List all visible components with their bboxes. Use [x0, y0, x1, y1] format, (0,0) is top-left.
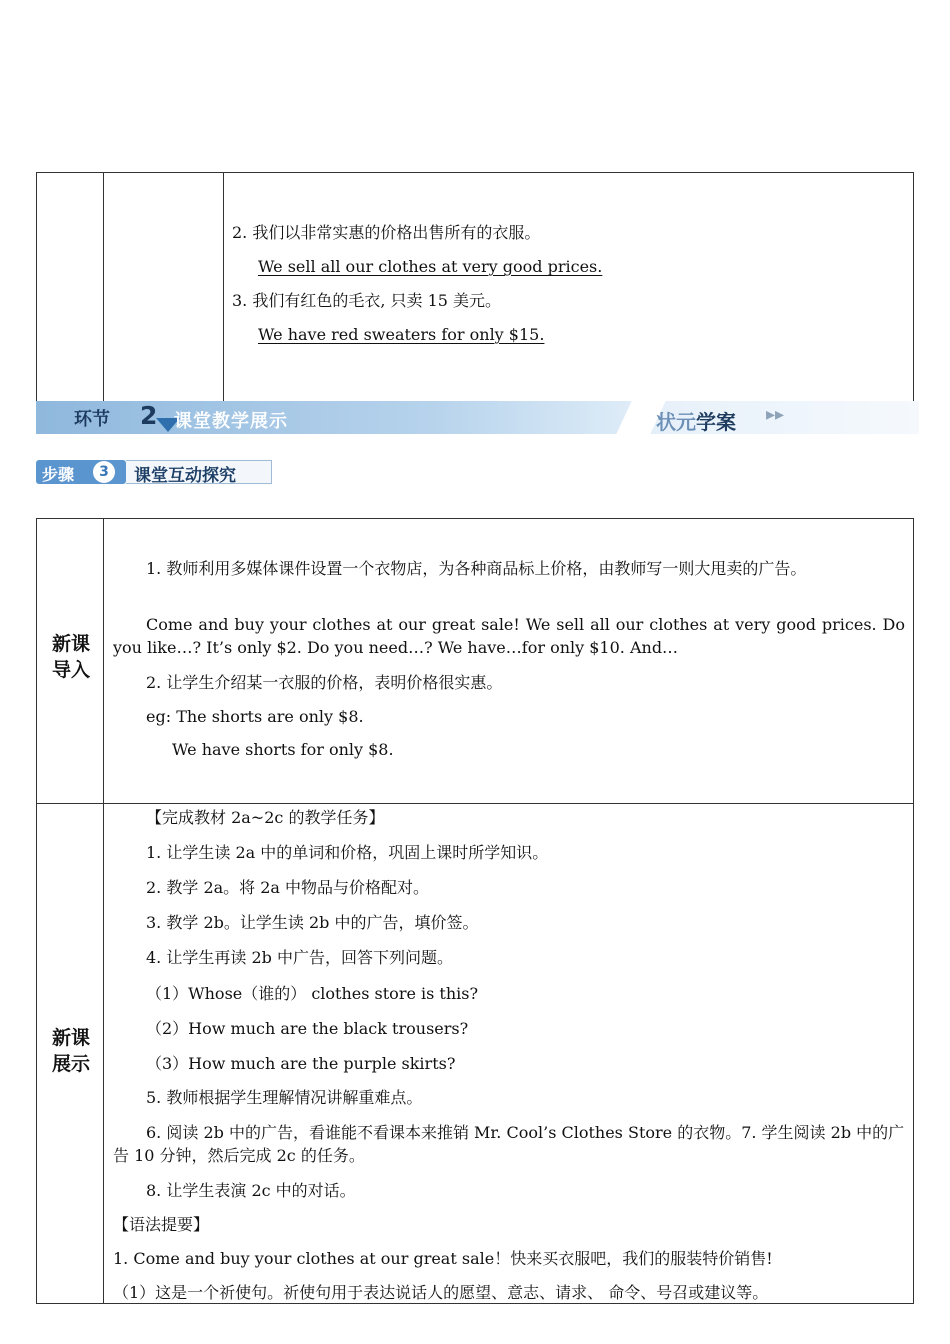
continued-table — [36, 172, 914, 402]
row-label-intro-line2: 导入 — [51, 659, 90, 681]
step-header — [36, 456, 272, 488]
step-title: 课堂互动探究 — [134, 466, 236, 486]
column-divider-2 — [223, 173, 224, 402]
row-label-intro-line1: 新课 — [51, 633, 90, 655]
intro-example-answer: We have shorts for only $8. — [172, 740, 394, 759]
step-item-2: 2. 教学 2a。将 2a 中物品与价格配对。 — [146, 878, 430, 897]
brand-part-a: 状元 — [656, 410, 696, 434]
intro-paragraph-2: Come and buy your clothes at our great sale! We sell all our clothes at very good prices. Do you like…? It’s only $2. Do you need…? We have…for only $10. And… — [113, 615, 905, 657]
row-label-present-line2: 展示 — [51, 1053, 90, 1075]
banner-brand — [656, 406, 736, 435]
grammar-note-1: （1）这是一个祈使句。祈使句用于表达说话人的愿望、意志、请求、 命令、号召或建议等。 — [113, 1283, 769, 1302]
step-item-6-7: 6. 阅读 2b 中的广告，看谁能不看课本来推销 Mr. Cool’s Clothes Store 的衣物。7. 学生阅读 2b 中的广告 10 分钟，然后完成 2c 的任务。 — [113, 1123, 905, 1165]
question-2: （2）How much are the black trousers? — [146, 1019, 469, 1038]
exercise-line-3: 3. 我们有红色的毛衣, 只卖 15 美元。 — [232, 291, 502, 310]
step-item-1: 1. 让学生读 2a 中的单词和价格，巩固上课时所学知识。 — [146, 843, 549, 862]
section-banner — [36, 401, 919, 434]
exercise-answer-2: We sell all our clothes at very good prices. — [258, 257, 603, 276]
grammar-item-1: 1. Come and buy your clothes at our great sale！快来买衣服吧，我们的服装特价销售! — [113, 1249, 773, 1268]
label-column-divider — [103, 519, 104, 1303]
question-1: （1）Whose（谁的） clothes store is this? — [146, 984, 479, 1003]
row-label-present — [39, 1025, 103, 1077]
row-label-intro — [39, 631, 103, 683]
step-item-4: 4. 让学生再读 2b 中广告，回答下列问题。 — [146, 948, 453, 967]
lesson-table — [36, 518, 914, 1304]
intro-paragraph-1: 1. 教师利用多媒体课件设置一个衣物店，为各种商品标上价格，由教师写一则大甩卖的广告。 — [146, 559, 807, 578]
brand-part-b: 学案 — [696, 410, 736, 434]
step-item-5: 5. 教师根据学生理解情况讲解重难点。 — [146, 1088, 423, 1107]
banner-title: 课堂教学展示 — [174, 411, 288, 432]
grammar-heading: 【语法提要】 — [113, 1215, 210, 1234]
row-label-present-line1: 新课 — [51, 1027, 90, 1049]
column-divider-1 — [103, 173, 104, 402]
row-divider — [37, 803, 913, 804]
step-number: 3 — [93, 461, 115, 483]
question-3: （3）How much are the purple skirts? — [146, 1054, 456, 1073]
intro-paragraph-3: 2. 让学生介绍某一衣服的价格，表明价格很实惠。 — [146, 673, 503, 692]
step-item-3: 3. 教学 2b。让学生读 2b 中的广告，填价签。 — [146, 913, 479, 932]
double-arrow-icon: ▸▸ — [766, 404, 785, 425]
banner-number: 2 — [140, 401, 158, 430]
exercise-line-2: 2. 我们以非常实惠的价格出售所有的衣服。 — [232, 223, 541, 242]
step-prefix: 步骤 — [42, 465, 75, 484]
exercise-answer-3: We have red sweaters for only $15. — [258, 325, 545, 344]
banner-prefix: 环节 — [74, 409, 110, 430]
step-item-8: 8. 让学生表演 2c 中的对话。 — [146, 1181, 356, 1200]
intro-example: eg: The shorts are only $8. — [146, 707, 364, 726]
task-heading: 【完成教材 2a~2c 的教学任务】 — [146, 808, 385, 827]
